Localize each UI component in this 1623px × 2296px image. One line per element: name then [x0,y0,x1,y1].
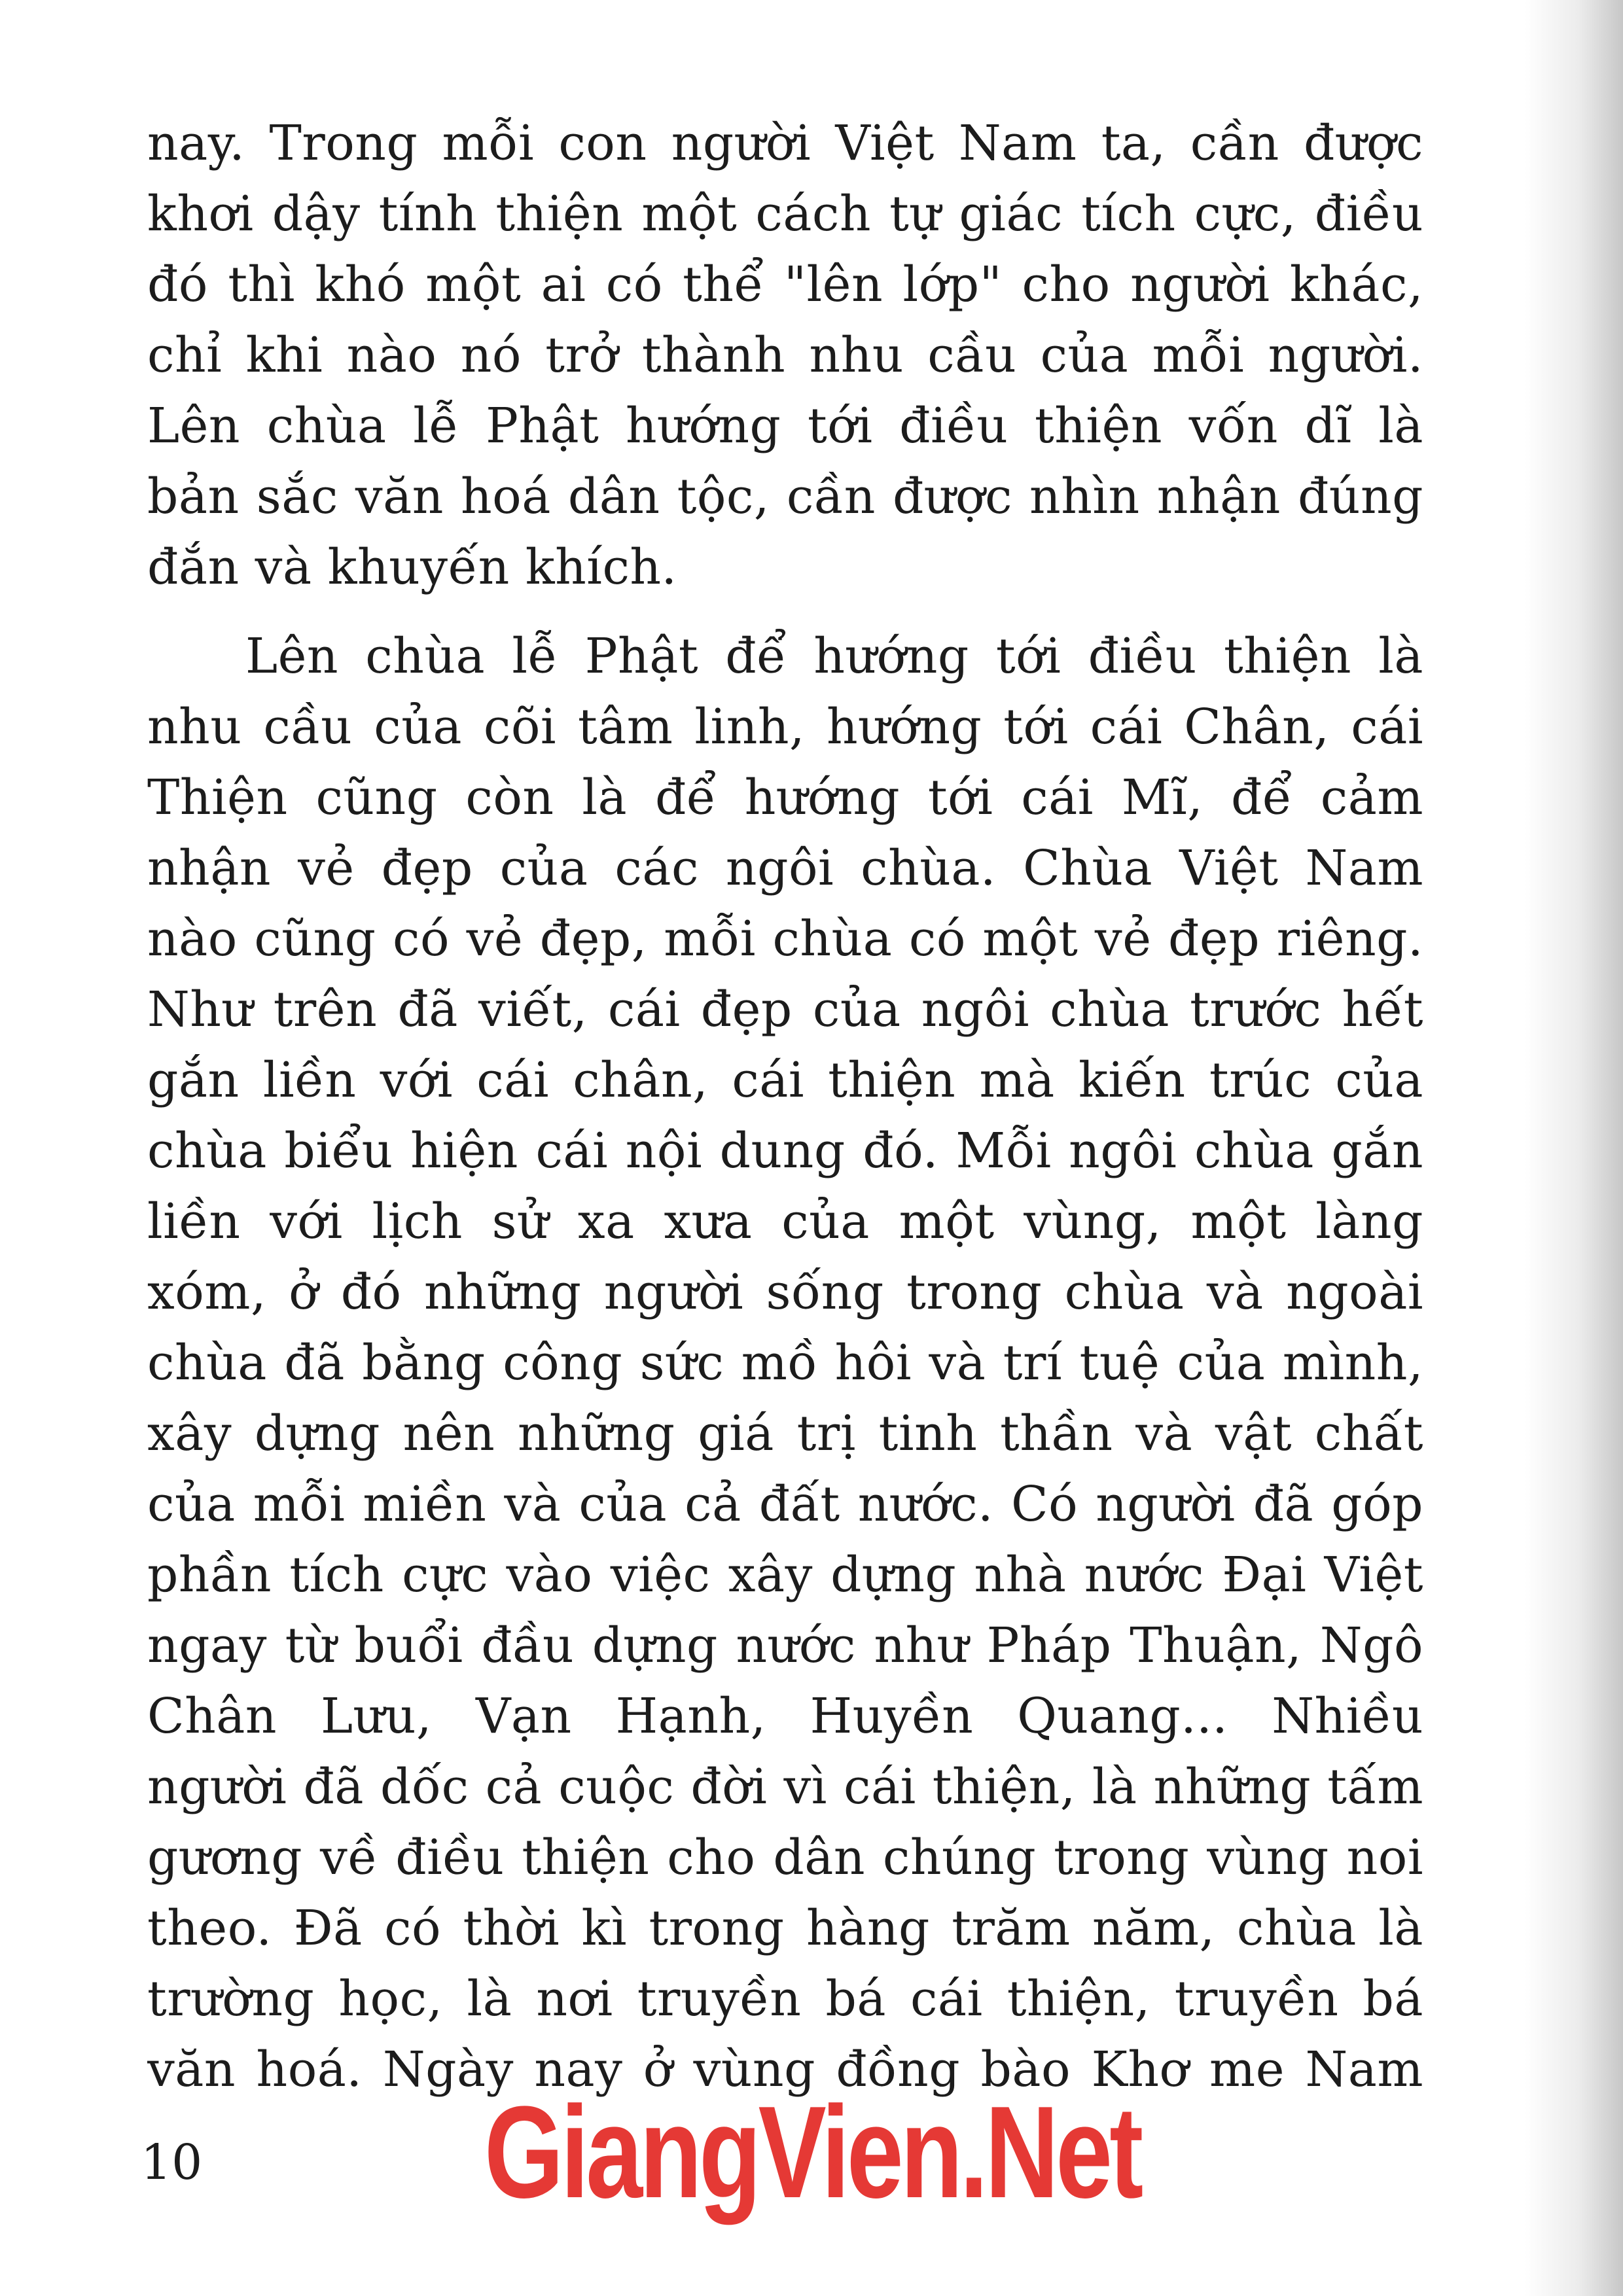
text-line: đó thì khó một ai có thể "lên lớp" cho người khác, [147,256,1423,313]
paragraph-1 [147,108,1423,603]
text-line: Lên chùa lễ Phật để hướng tới điều thiện là [245,628,1423,684]
text-line: gắn liền với cái chân, cái thiện mà kiến trúc của [147,1052,1423,1108]
text-line: nay. Trong mỗi con người Việt Nam ta, cần được [147,115,1423,171]
text-line: ngay từ buổi đầu dựng nước như Pháp Thuận, Ngô [147,1617,1423,1674]
text-line: gương về điều thiện cho dân chúng trong vùng noi [147,1829,1423,1886]
text-line: Như trên đã viết, cái đẹp của ngôi chùa trước hết [147,981,1423,1038]
text-line: chùa đã bằng công sức mồ hôi và trí tuệ của mình, [147,1335,1423,1391]
text-line: của mỗi miền và của cả đất nước. Có người đã góp [147,1476,1423,1532]
text-line: nhu cầu của cõi tâm linh, hướng tới cái Chân, cái [147,699,1423,755]
text-line: Chân Lưu, Vạn Hạnh, Huyền Quang... Nhiều [147,1688,1423,1744]
text-line: chỉ khi nào nó trở thành nhu cầu của mỗi người. [147,327,1423,383]
text-line: văn hoá. Ngày nay ở vùng đồng bào Khơ me Nam [147,2041,1423,2098]
text-line: người đã dốc cả cuộc đời vì cái thiện, là những tấm [147,1759,1423,1815]
text-line: Lên chùa lễ Phật hướng tới điều thiện vốn dĩ là [147,398,1423,454]
text-line: nhận vẻ đẹp của các ngôi chùa. Chùa Việt Nam [147,840,1423,896]
body-text [147,108,1423,2123]
text-line: phần tích cực vào việc xây dựng nhà nước Đại Việt [147,1547,1423,1603]
text-line: chùa biểu hiện cái nội dung đó. Mỗi ngôi chùa gắn [147,1123,1423,1179]
text-line: liền với lịch sử xa xưa của một vùng, một làng [147,1193,1423,1250]
text-line: Thiện cũng còn là để hướng tới cái Mĩ, để cảm [147,769,1423,826]
text-line: đắn và khuyến khích. [147,539,677,595]
page-number: 10 [141,2134,203,2191]
text-line: xóm, ở đó những người sống trong chùa và ngoài [147,1264,1423,1320]
text-line: khơi dậy tính thiện một cách tự giác tích cực, điều [147,186,1423,242]
text-line: nào cũng có vẻ đẹp, mỗi chùa có một vẻ đẹp riêng. [147,911,1423,967]
text-line: trường học, là nơi truyền bá cái thiện, truyền bá [147,1971,1423,2027]
paragraph-2 [147,621,1423,2105]
page-edge-shadow [1525,0,1623,2296]
text-line: theo. Đã có thời kì trong hàng trăm năm, chùa là [147,1900,1423,1956]
text-line: bản sắc văn hoá dân tộc, cần được nhìn nhận đúng [147,468,1423,525]
watermark-logo: GiangVien.Net [484,2079,1141,2225]
text-line: xây dựng nên những giá trị tinh thần và vật chất [147,1405,1423,1462]
